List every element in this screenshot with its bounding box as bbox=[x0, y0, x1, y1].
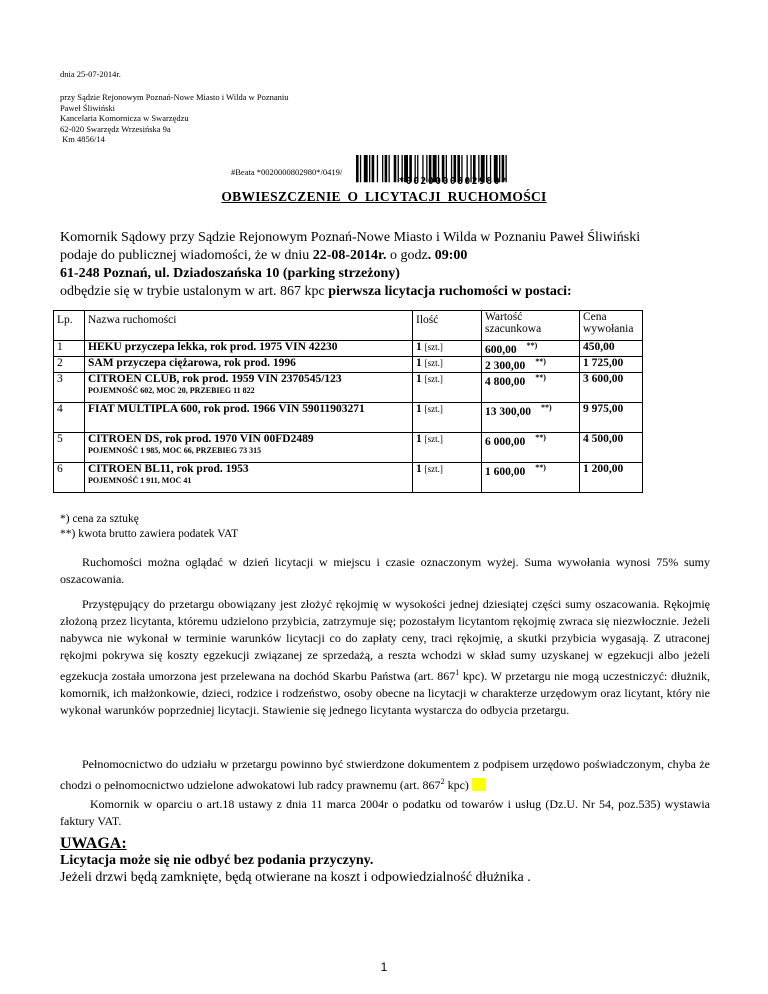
intro-mode: odbędzie się w trybie ustalonym w art. 867 kpc bbox=[60, 284, 329, 299]
item-details: POJEMNOŚĆ 1 985, MOC 66, PRZEBIEG 73 315 bbox=[88, 445, 262, 455]
table-row bbox=[54, 462, 643, 492]
item-name: FIAT MULTIPLA 600, rok prod. 1966 VIN 59011903271 bbox=[88, 402, 365, 415]
table-row bbox=[54, 372, 643, 402]
warning-line-1: Licytacja może się nie odbyć bez podania przyczyny. bbox=[60, 853, 374, 868]
qty-unit: [szt.] bbox=[424, 357, 443, 368]
auction-time: . 09:00 bbox=[427, 248, 468, 263]
cell-name bbox=[85, 372, 413, 402]
document-title: OBWIESZCZENIE O LICYTACJI RUCHOMOŚCI bbox=[221, 189, 547, 204]
estimated-value: 2 300,00 bbox=[485, 359, 526, 372]
header-value-line2: szacunkowa bbox=[485, 323, 542, 335]
qty-value: 1 bbox=[416, 341, 422, 353]
vat-mark: **) bbox=[535, 356, 546, 366]
warning-block bbox=[60, 835, 531, 886]
cell-price: 1 725,00 bbox=[580, 356, 643, 372]
item-name: SAM przyczepa ciężarowa, rok prod. 1996 bbox=[88, 356, 296, 369]
auction-date: 22-08-2014r. bbox=[312, 248, 387, 263]
qty-unit: [szt.] bbox=[424, 342, 443, 352]
cell-value bbox=[482, 432, 580, 462]
cell-price: 9 975,00 bbox=[580, 402, 643, 432]
intro-text bbox=[60, 229, 720, 301]
estimated-value: 4 800,00 bbox=[485, 375, 526, 388]
cell-qty bbox=[413, 432, 482, 462]
sender-court: przy Sądzie Rejonowym Poznań-Nowe Miasto i Wilda w Poznaniu bbox=[60, 92, 289, 102]
header-name: Nazwa ruchomości bbox=[85, 311, 413, 341]
cell-price: 4 500,00 bbox=[580, 432, 643, 462]
cell-lp: 4 bbox=[54, 402, 85, 432]
cell-qty bbox=[413, 462, 482, 492]
sender-address: 62-020 Swarzędz Wrzesińska 9a bbox=[60, 123, 171, 134]
cell-qty bbox=[413, 402, 482, 432]
table-row bbox=[54, 356, 643, 372]
document-date: dnia 25-07-2014r. bbox=[60, 69, 121, 79]
page-number: 1 bbox=[380, 960, 388, 974]
header-value bbox=[482, 311, 580, 341]
qty-value: 1 bbox=[416, 372, 422, 385]
auction-location: 61-248 Poznań, ul. Dziadoszańska 10 (parking strzeżony) bbox=[60, 266, 400, 281]
item-details: POJEMNOŚĆ 602, MOC 20, PRZEBIEG 11 822 bbox=[88, 385, 255, 395]
table-header-row bbox=[54, 311, 643, 341]
cell-value bbox=[482, 356, 580, 372]
cell-lp: 6 bbox=[54, 462, 85, 492]
poa-text-b: kpc) bbox=[444, 778, 469, 792]
item-name: CITROEN BL11, rok prod. 1953 bbox=[88, 462, 249, 475]
header-qty: Ilość bbox=[413, 311, 482, 341]
deposit-text-b: kpc). W przetargu nie mogą uczestniczyć: dłużnik, komornik, ich małżonkowie, dzieci, rodzice i rodzeństwo, osoby obecne na licytacji w charakterze urzędowym oraz licytant, który nie wykonał warunków poprzedniej licytacji. Stawienie się jednego licytanta wystarcza do odbycia przetargu. bbox=[60, 669, 710, 717]
cell-lp: 2 bbox=[54, 356, 85, 372]
poa-text-a: Pełnomocnictwo do udziału w przetargu powinno być stwierdzone dokumentem z podpisem urzędowo poświadczonym, chyba że chodzi o pełnomocnictwo udzielone adwokatowi lub radcy prawnemu (art. 867 bbox=[60, 757, 710, 792]
vat-mark: **) bbox=[541, 402, 552, 412]
qty-unit: [szt.] bbox=[424, 433, 443, 444]
intro-announce: podaje do publicznej wiadomości, że w dniu bbox=[60, 248, 313, 263]
estimated-value: 13 300,00 bbox=[485, 405, 531, 418]
paragraph-vat-invoice: Komornik w oparciu o art.18 ustawy z dnia 11 marca 2004r o podatku od towarów i usług (Dz.U. Nr 54, poz.535) wystawia faktury VAT. bbox=[60, 797, 710, 828]
vat-mark: **) bbox=[535, 372, 546, 382]
qty-value: 1 bbox=[416, 462, 422, 475]
table-row bbox=[54, 341, 643, 357]
cell-value bbox=[482, 402, 580, 432]
vat-mark: **) bbox=[535, 432, 546, 442]
qty-value: 1 bbox=[416, 402, 422, 415]
cell-price: 450,00 bbox=[580, 341, 643, 357]
cell-lp: 5 bbox=[54, 432, 85, 462]
note-vat: **) kwota brutto zawiera podatek VAT bbox=[60, 528, 239, 540]
qty-unit: [szt.] bbox=[424, 373, 443, 384]
cell-value bbox=[482, 372, 580, 402]
intro-auction-type: pierwsza licytacja ruchomości w postaci: bbox=[328, 284, 572, 299]
paragraph-viewing: Ruchomości można oglądać w dzień licytacji w miejscu i czasie oznaczonym wyżej. Suma wywołania wynosi 75% sumy oszacowania. bbox=[60, 555, 710, 586]
cell-name bbox=[85, 462, 413, 492]
estimated-value: 600,00 bbox=[485, 343, 517, 356]
sender-name: Paweł Śliwiński bbox=[60, 102, 116, 113]
cell-qty bbox=[413, 372, 482, 402]
cell-name bbox=[85, 432, 413, 462]
table-row bbox=[54, 432, 643, 462]
barcode-label: #Beata *0020000802980*/0419/ bbox=[231, 167, 343, 177]
cell-qty bbox=[413, 341, 482, 357]
case-number: Km 4856/14 bbox=[60, 134, 105, 144]
cell-value bbox=[482, 462, 580, 492]
header-lp: Lp. bbox=[54, 311, 85, 341]
cell-name bbox=[85, 402, 413, 432]
cell-lp: 1 bbox=[54, 341, 85, 357]
vat-mark: **) bbox=[535, 462, 546, 472]
item-name: HEKU przyczepa lekka, rok prod. 1975 VIN 42230 bbox=[88, 341, 338, 353]
item-name: CITROEN CLUB, rok prod. 1959 VIN 2370545/123 bbox=[88, 372, 342, 385]
sender-block bbox=[60, 92, 289, 145]
paragraph-deposit bbox=[60, 596, 710, 719]
qty-value: 1 bbox=[416, 356, 422, 369]
barcode-text: *0020000802980* bbox=[398, 176, 509, 187]
qty-unit: [szt.] bbox=[424, 403, 443, 414]
intro-time-label: o godz bbox=[386, 248, 428, 263]
highlight-mark bbox=[472, 778, 486, 791]
table-body bbox=[54, 341, 643, 493]
paragraph-power-of-attorney bbox=[60, 756, 710, 794]
cell-price: 1 200,00 bbox=[580, 462, 643, 492]
vat-mark: **) bbox=[526, 341, 538, 350]
cell-name bbox=[85, 341, 413, 357]
header-value-line1: Wartość bbox=[485, 311, 523, 323]
item-name: CITROEN DS, rok prod. 1970 VIN 00FD2489 bbox=[88, 432, 314, 445]
deposit-sup: 1 bbox=[455, 668, 460, 677]
table-row bbox=[54, 402, 643, 432]
estimated-value: 6 000,00 bbox=[485, 435, 526, 448]
item-details: POJEMNOŚĆ 1 911, MOC 41 bbox=[88, 475, 192, 485]
poa-sup: 2 bbox=[440, 777, 445, 786]
intro-line-1: Komornik Sądowy przy Sądzie Rejonowym Poznań-Nowe Miasto i Wilda w Poznaniu Paweł Śliwiński bbox=[60, 230, 641, 245]
header-price-line2: wywołania bbox=[583, 323, 634, 335]
sender-office: Kancelaria Komornicza w Swarzędzu bbox=[60, 113, 189, 123]
warning-line-2: Jeżeli drzwi będą zamknięte, będą otwierane na koszt i odpowiedzialność dłużnika . bbox=[60, 870, 531, 885]
cell-lp: 3 bbox=[54, 372, 85, 402]
intro-line-4 bbox=[60, 283, 720, 301]
qty-unit: [szt.] bbox=[424, 463, 443, 474]
deposit-text-a: Przystępujący do przetargu obowiązany jest złożyć rękojmię w wysokości jednej dziesiątej części sumy oszacowania. Rękojmię złożoną przez licytanta, któremu udzielono przybicia, zatrzymuje się; pozostałym licytantom rękojmię zwraca się niezwłocznie. Jeżeli nabywca nie wykonał w terminie warunków licytacji co do zapłaty ceny, traci rękojmię, a skutki przybicia wygasają. Z utraconej rękojmi pokrywa się koszty egzekucji związanej ze sprzedażą, a reszta wchodzi w skład sumy uzyskanej w egzekucji albo jeżeli egzekucja została umorzona jest przelewana na dochód Skarbu Państwa (art. 867 bbox=[60, 597, 710, 683]
cell-price: 3 600,00 bbox=[580, 372, 643, 402]
estimated-value: 1 600,00 bbox=[485, 465, 526, 478]
qty-value: 1 bbox=[416, 432, 422, 445]
intro-line-2 bbox=[60, 247, 720, 265]
cell-name bbox=[85, 356, 413, 372]
header-price bbox=[580, 311, 643, 341]
header-price-line1: Cena bbox=[583, 311, 607, 323]
note-per-item: *) cena za sztukę bbox=[60, 513, 139, 525]
cell-value bbox=[482, 341, 580, 357]
items-table bbox=[53, 310, 643, 493]
warning-heading: UWAGA: bbox=[60, 835, 127, 852]
cell-qty bbox=[413, 356, 482, 372]
